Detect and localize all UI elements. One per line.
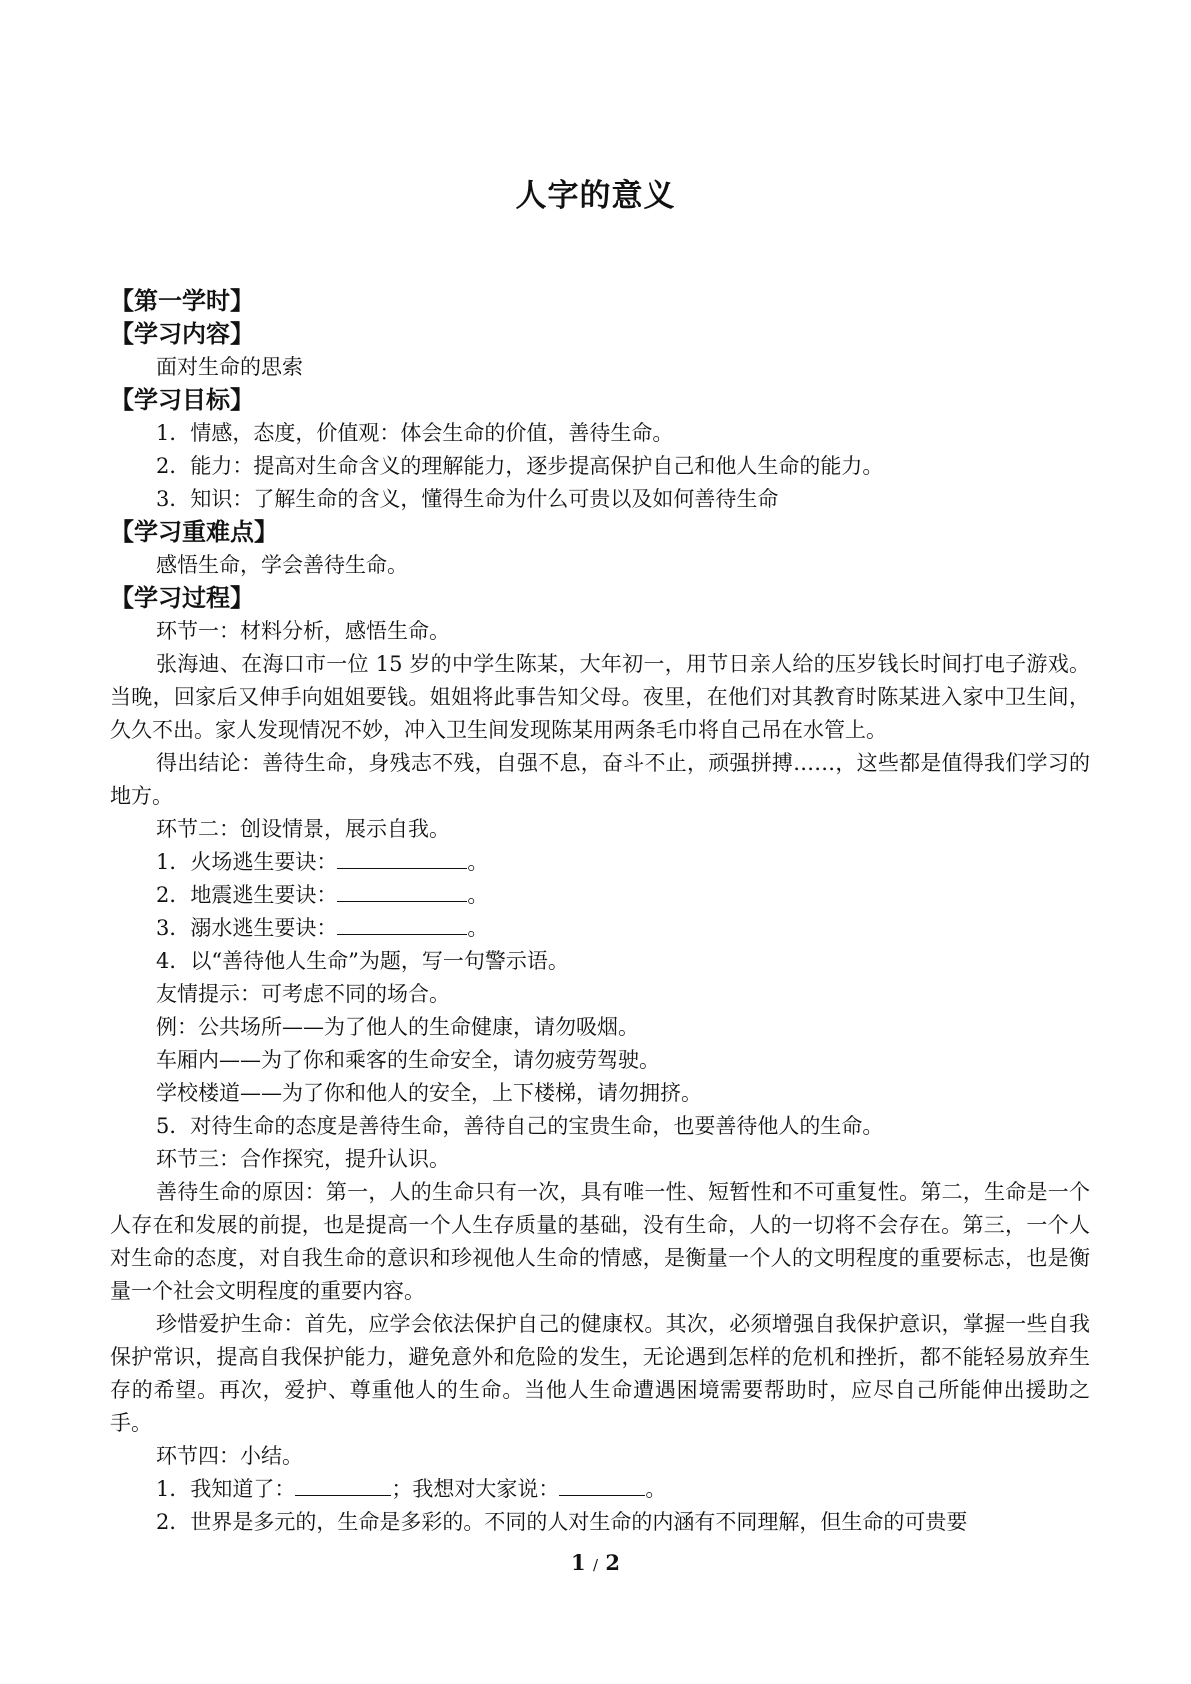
answer-blank-say[interactable]	[559, 1473, 645, 1496]
document-body	[110, 285, 1090, 1539]
example-public: 例：公共场所——为了他人的生命健康，请勿吸烟。	[156, 1015, 639, 1039]
tip-text: 友情提示：可考虑不同的场合。	[156, 982, 450, 1006]
answer-blank-earthquake[interactable]	[337, 879, 467, 902]
heading-goals: 【学习目标】	[110, 386, 254, 414]
answer-blank-learned[interactable]	[295, 1473, 391, 1496]
goal-item: 2．能力：提高对生命含义的理解能力，逐步提高保护自己和他人生命的能力。	[156, 454, 884, 478]
step-four-heading: 环节四：小结。	[156, 1444, 303, 1468]
key-points-text: 感悟生命，学会善待生命。	[156, 553, 408, 577]
summary-say-text: ；我想对大家说：	[391, 1477, 560, 1501]
answer-blank-fire[interactable]	[337, 846, 467, 869]
summary-item-two: 2．世界是多元的，生命是多彩的。不同的人对生命的内涵有不同理解，但生命的可贵要	[156, 1510, 968, 1534]
question-drowning-text: 3．溺水逃生要诀：	[156, 916, 338, 940]
heading-process: 【学习过程】	[110, 584, 254, 612]
page-total: 2	[605, 1550, 620, 1575]
story-paragraph: 张海迪、在海口市一位 15 岁的中学生陈某，大年初一，用节日亲人给的压岁钱长时间打电子游戏。当晚，回家后又伸手向姐姐要钱。姐姐将此事告知父母。夜里，在他们对其教育时陈某进入家中卫生间，久久不出。家人发现情况不妙，冲入卫生间发现陈某用两条毛巾将自己吊在水管上。	[110, 652, 1090, 742]
step-two-heading: 环节二：创设情景，展示自我。	[156, 817, 450, 841]
question-drowning	[110, 912, 1090, 945]
heading-content: 【学习内容】	[110, 320, 254, 348]
page-separator: /	[592, 1556, 599, 1574]
answer-blank-drowning[interactable]	[337, 912, 467, 935]
page-number	[0, 1550, 1191, 1575]
page-current: 1	[571, 1550, 586, 1575]
document-title: 人字的意义	[515, 178, 676, 214]
period-mark: 。	[467, 916, 489, 940]
summary-learned-text: 1．我知道了：	[156, 1477, 296, 1501]
question-earthquake-text: 2．地震逃生要诀：	[156, 883, 338, 907]
cherish-paragraph: 珍惜爱护生命：首先，应学会依法保护自己的健康权。其次，必须增强自我保护意识，掌握一些自我保护常识，提高自我保护能力，避免意外和危险的发生，无论遇到怎样的危机和挫折，都不能轻易放弃生存的希望。再次，爱护、尊重他人的生命。当他人生命遭遇困境需要帮助时，应尽自己所能伸出援助之手。	[110, 1312, 1090, 1435]
question-slogan: 4．以“善待他人生命”为题，写一句警示语。	[156, 949, 569, 973]
reason-paragraph: 善待生命的原因：第一，人的生命只有一次，具有唯一性、短暂性和不可重复性。第二，生命是一个人存在和发展的前提，也是提高一个人生存质量的基础，没有生命，人的一切将不会存在。第三，一个人对生命的态度，对自我生命的意识和珍视他人生命的情感，是衡量一个人的文明程度的重要标志，也是衡量一个社会文明程度的重要内容。	[110, 1180, 1090, 1303]
question-fire-text: 1．火场逃生要诀：	[156, 850, 338, 874]
heading-period: 【第一学时】	[110, 287, 254, 315]
step-three-heading: 环节三：合作探究，提升认识。	[156, 1147, 450, 1171]
example-stairs: 学校楼道——为了你和他人的安全，上下楼梯，请勿拥挤。	[156, 1081, 702, 1105]
question-fire	[110, 846, 1090, 879]
example-vehicle: 车厢内——为了你和乘客的生命安全，请勿疲劳驾驶。	[156, 1048, 660, 1072]
question-earthquake	[110, 879, 1090, 912]
period-mark: 。	[467, 883, 489, 907]
period-mark: 。	[467, 850, 489, 874]
goal-item: 1．情感，态度，价值观：体会生命的价值，善待生命。	[156, 421, 674, 445]
question-attitude: 5．对待生命的态度是善待生命，善待自己的宝贵生命，也要善待他人的生命。	[156, 1114, 884, 1138]
summary-item-one	[110, 1473, 1090, 1506]
content-text: 面对生命的思索	[156, 355, 303, 379]
period-mark: 。	[645, 1477, 667, 1501]
conclusion-paragraph: 得出结论：善待生命，身残志不残，自强不息，奋斗不止，顽强拼搏……，这些都是值得我们学习的地方。	[110, 751, 1090, 808]
heading-key-points: 【学习重难点】	[110, 518, 278, 546]
goal-item: 3．知识：了解生命的含义，懂得生命为什么可贵以及如何善待生命	[156, 487, 779, 511]
step-one-heading: 环节一：材料分析，感悟生命。	[156, 619, 450, 643]
